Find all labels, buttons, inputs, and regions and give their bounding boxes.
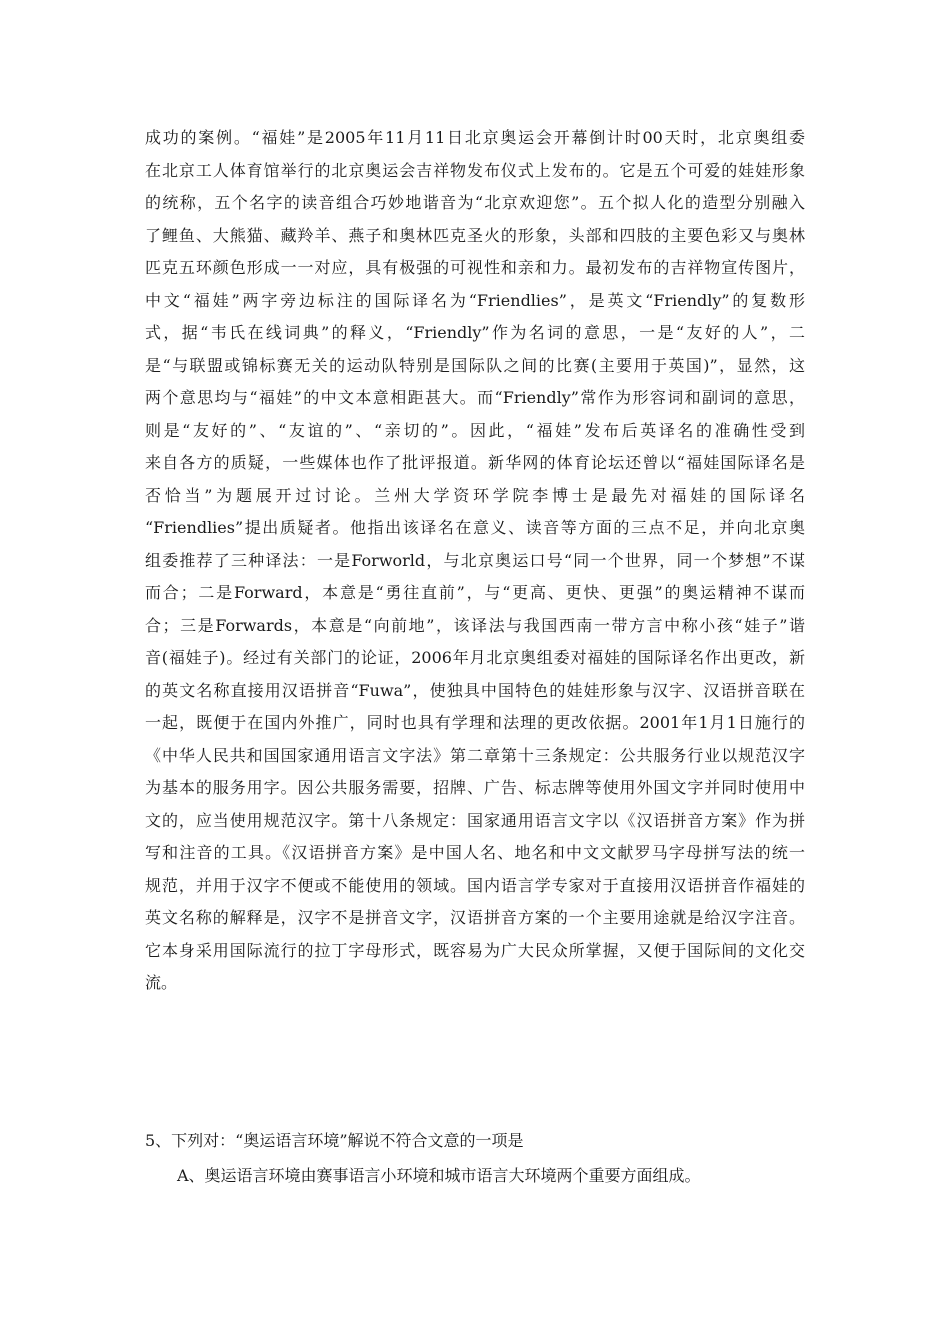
paragraph-line: 它本身采用国际流行的拉丁字母形式，既容易为广大民众所掌握，又便于国际间的文化交 [145,940,805,960]
paragraph-line: 在北京工人体育馆举行的北京奥运会吉祥物发布仪式上发布的。它是五个可爱的娃娃形象 [145,160,805,180]
paragraph-line: 规范，并用于汉字不便或不能使用的领域。国内语言学专家对于直接用汉语拼音作福娃的 [145,875,805,895]
paragraph-line: 了鲤鱼、大熊猫、藏羚羊、燕子和奥林匹克圣火的形象，头部和四肢的主要色彩又与奥林 [145,225,805,245]
paragraph-line: 为基本的服务用字。因公共服务需要，招牌、广告、标志牌等使用外国文字并同时使用中 [145,778,805,797]
paragraph-line: 英文名称的解释是，汉字不是拼音文字，汉语拼音方案的一个主要用途就是给汉字注音。 [145,908,805,927]
paragraph-line: 写和注音的工具。《汉语拼音方案》是中国人名、地名和中文文献罗马字母拼写法的统一 [145,843,805,862]
paragraph-line: 两个意思均与“福娃”的中文本意相距甚大。而“Friendly”常作为形容词和副词的意思， [145,388,805,407]
paragraph-line: 音(福娃子)。经过有关部门的论证，2006年月北京奥组委对福娃的国际译名作出更改，新 [145,648,805,667]
paragraph-line: 则是“友好的”、“友谊的”、“亲切的”。因此，“福娃”发布后英译名的准确性受到 [145,420,805,440]
paragraph-line: “Friendlies”提出质疑者。他指出该译名在意义、读音等方面的三点不足，并向北京奥 [145,518,805,537]
paragraph-line: 文的，应当使用规范汉字。第十八条规定：国家通用语言文字以《汉语拼音方案》作为拼 [145,810,805,830]
paragraph-line: 是“与联盟或锦标赛无关的运动队特别是国际队之间的比赛(主要用于英国)”，显然，这 [145,355,805,375]
paragraph-line: 《中华人民共和国国家通用语言文字法》第二章第十三条规定：公共服务行业以规范汉字 [145,745,805,765]
paragraph-line: 的统称，五个名字的读音组合巧妙地谐音为“北京欢迎您”。五个拟人化的造型分别融入 [145,193,805,212]
paragraph-line: 流。 [145,973,178,992]
article-paragraph [145,122,805,1000]
paragraph-line: 来自各方的质疑，一些媒体也作了批评报道。新华网的体育论坛还曾以“福娃国际译名是 [145,453,805,472]
question-stem: 5、下列对：“奥运语言环境”解说不符合文意的一项是 [145,1131,524,1150]
paragraph-line: 合；三是Forwards，本意是“向前地”，该译法与我国西南一带方言中称小孩“娃子”谐 [145,615,805,635]
paragraph-line: 式，据“韦氏在线词典”的释义，“Friendly”作为名词的意思，一是“友好的人”，二 [145,323,805,342]
answer-option-a: A、奥运语言环境由赛事语言小环境和城市语言大环境两个重要方面组成。 [177,1166,701,1185]
paragraph-line: 中文“福娃”两字旁边标注的国际译名为“Friendlies”，是英文“Friendly”的复数形 [145,290,805,310]
paragraph-line: 而合；二是Forward，本意是“勇往直前”，与“更高、更快、更强”的奥运精神不谋而 [145,583,805,602]
paragraph-line: 成功的案例。“福娃”是2005年11月11日北京奥运会开幕倒计时00天时，北京奥组委 [145,128,805,147]
paragraph-line: 否恰当”为题展开过讨论。兰州大学资环学院李博士是最先对福娃的国际译名 [145,485,805,505]
paragraph-line: 组委推荐了三种译法：一是Forworld，与北京奥运口号“同一个世界，同一个梦想”不谋 [145,550,805,570]
paragraph-line: 的英文名称直接用汉语拼音“Fuwa”，使独具中国特色的娃娃形象与汉字、汉语拼音联在 [145,680,805,700]
paragraph-line: 匹克五环颜色形成一一对应，具有极强的可视性和亲和力。最初发布的吉祥物宣传图片， [145,258,805,277]
paragraph-line: 一起，既便于在国内外推广，同时也具有学理和法理的更改依据。2001年1月1日施行的 [145,713,805,732]
